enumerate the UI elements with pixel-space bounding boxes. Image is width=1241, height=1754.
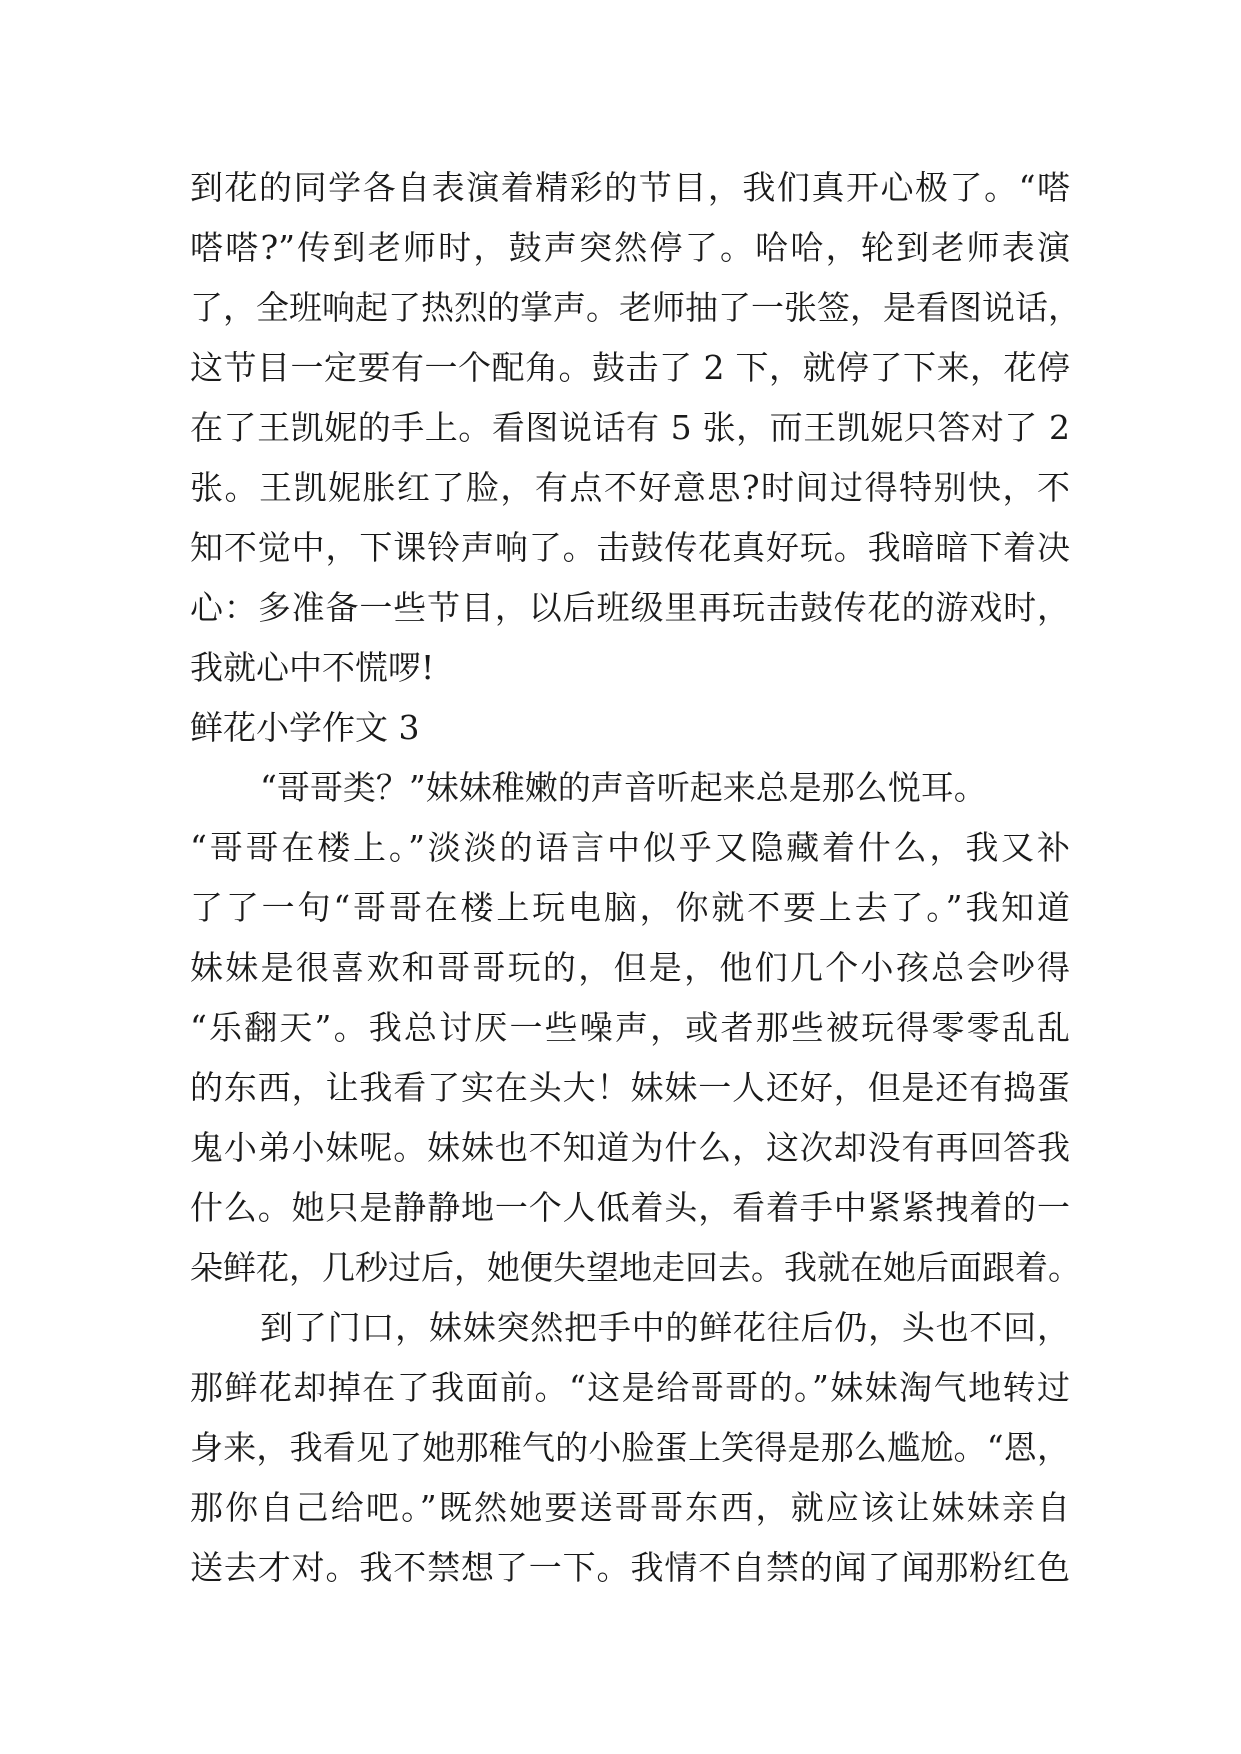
text-line: “哥哥类？”妹妹稚嫩的声音听起来总是那么悦耳。 (260, 768, 987, 807)
text-line: 的东西，让我看了实在头大！妹妹一人还好，但是还有捣蛋 (190, 1068, 1070, 1107)
text-line: 这节目一定要有一个配角。鼓击了 2 下，就停了下来，花停 (190, 348, 1070, 387)
text-line: 那鲜花却掉在了我面前。“这是给哥哥的。”妹妹淘气地转过 (190, 1368, 1070, 1407)
text-line: 了了一句“哥哥在楼上玩电脑，你就不要上去了。”我知道 (190, 888, 1070, 927)
text-line: “哥哥在楼上。”淡淡的语言中似乎又隐藏着什么，我又补 (190, 828, 1070, 867)
text-line: 在了王凯妮的手上。看图说话有 5 张，而王凯妮只答对了 2 (190, 408, 1070, 447)
text-line: 什么。她只是静静地一个人低着头，看着手中紧紧拽着的一 (190, 1188, 1070, 1227)
text-line: 知不觉中，下课铃声响了。击鼓传花真好玩。我暗暗下着决 (190, 528, 1070, 567)
document-body (190, 158, 1081, 1598)
text-line: 那你自己给吧。”既然她要送哥哥东西，就应该让妹妹亲自 (190, 1488, 1070, 1527)
text-line: 鬼小弟小妹呢。妹妹也不知道为什么，这次却没有再回答我 (190, 1128, 1070, 1167)
paragraph-3 (190, 1298, 1070, 1598)
text-line: “乐翻天”。我总讨厌一些噪声，或者那些被玩得零零乱乱 (190, 1008, 1070, 1047)
section-heading: 鲜花小学作文 3 (190, 708, 420, 747)
text-line: 到了门口，妹妹突然把手中的鲜花往后仍，头也不回， (260, 1308, 1070, 1347)
text-line: 身来，我看见了她那稚气的小脸蛋上笑得是那么尴尬。“恩， (190, 1428, 1070, 1467)
text-line: 张。王凯妮胀红了脸，有点不好意思?时间过得特别快，不 (190, 468, 1070, 507)
text-line: 妹妹是很喜欢和哥哥玩的，但是，他们几个小孩总会吵得 (190, 948, 1070, 987)
text-line: 了，全班响起了热烈的掌声。老师抽了一张签，是看图说话， (190, 288, 1081, 327)
text-line: 我就心中不慌啰! (190, 648, 435, 687)
text-line: 到花的同学各自表演着精彩的节目，我们真开心极了。“嗒 (190, 168, 1070, 207)
paragraph-2 (190, 758, 1081, 1298)
paragraph-1 (190, 158, 1081, 698)
text-line: 送去才对。我不禁想了一下。我情不自禁的闻了闻那粉红色 (190, 1548, 1070, 1587)
text-line: 朵鲜花，几秒过后，她便失望地走回去。我就在她后面跟着。 (190, 1248, 1081, 1287)
text-line: 嗒嗒?”传到老师时，鼓声突然停了。哈哈，轮到老师表演 (190, 228, 1070, 267)
text-line: 心：多准备一些节目，以后班级里再玩击鼓传花的游戏时， (190, 588, 1070, 627)
